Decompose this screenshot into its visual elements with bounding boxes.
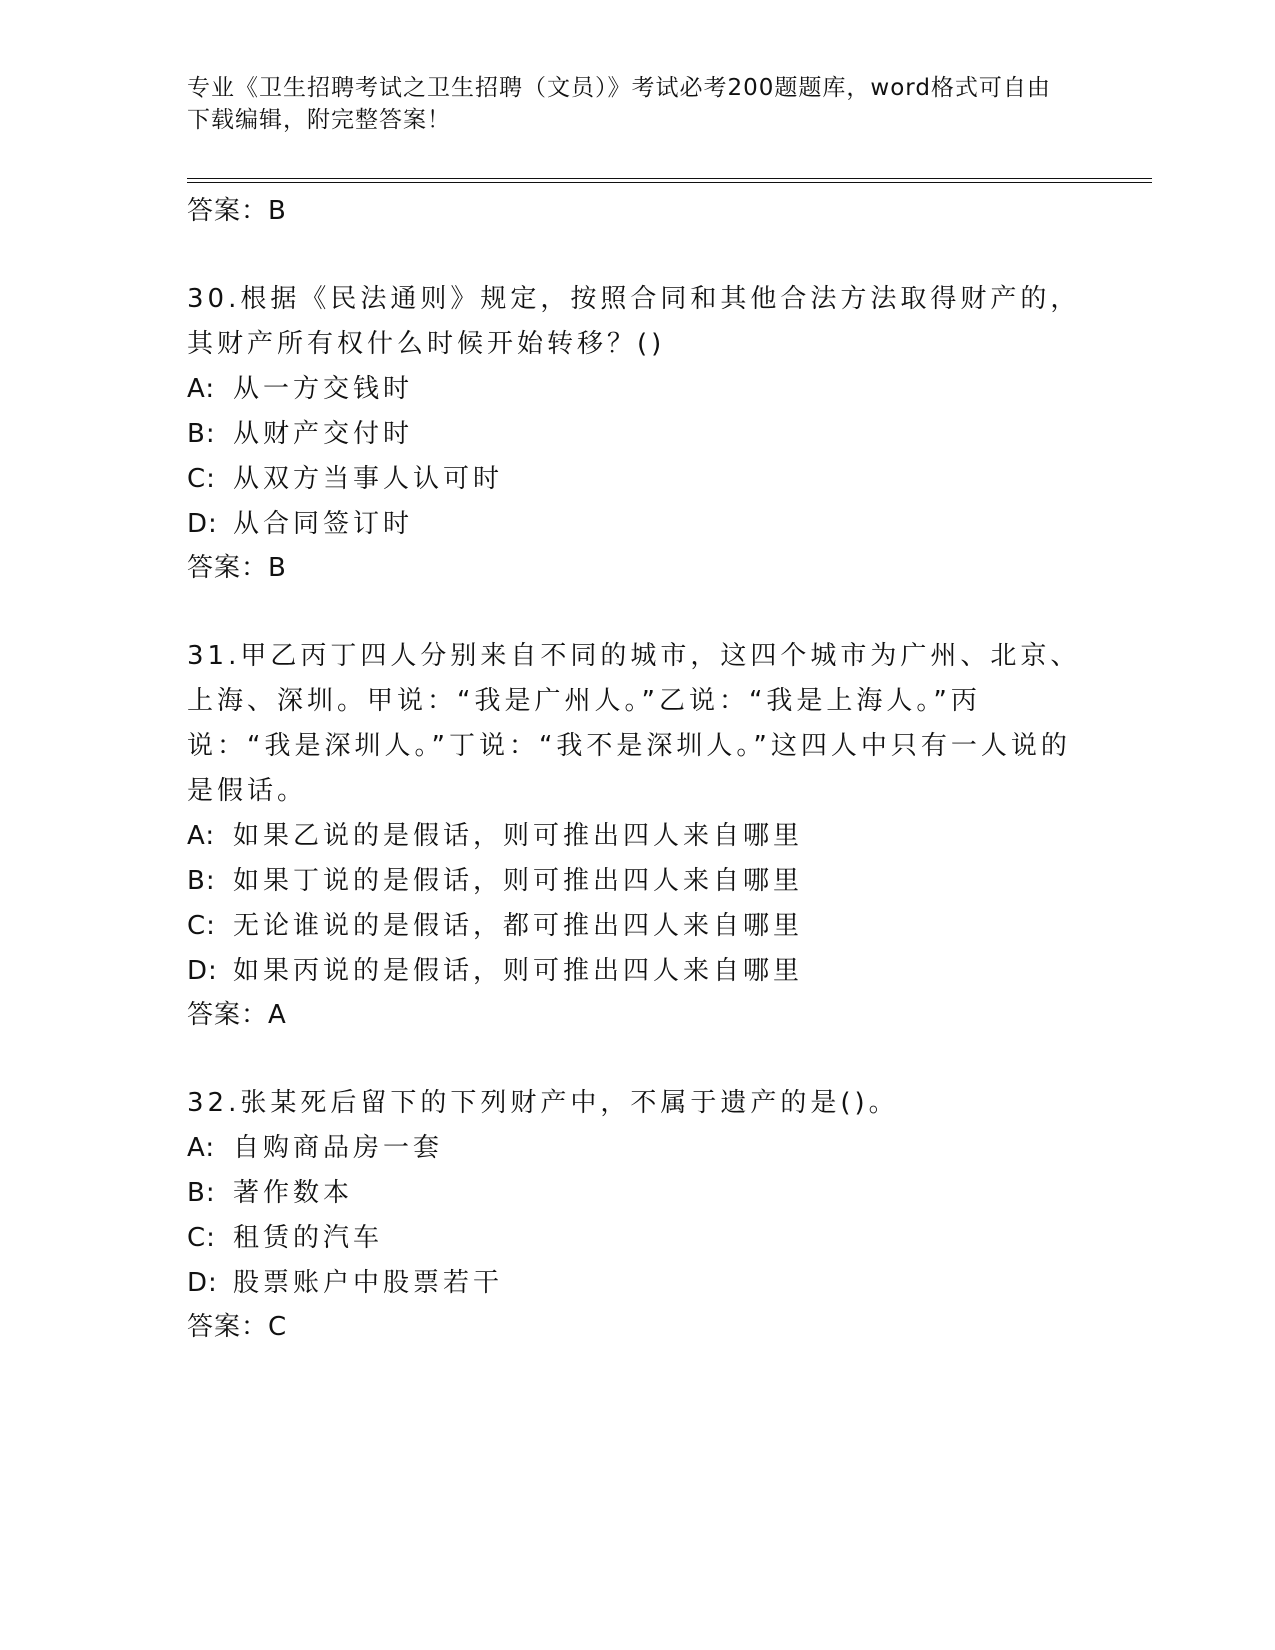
option-text: 股票账户中股票若干 [233,1268,504,1298]
header-divider-top [187,178,1152,179]
question-stem: 32.张某死后留下的下列财产中，不属于遗产的是()。 [187,1088,899,1118]
question-answer: 答案：A [187,1000,287,1030]
document-header: 专业《卫生招聘考试之卫生招聘（文员）》考试必考200题题库，word格式可自由下载编辑，附完整答案！ [187,75,1051,133]
previous-answer: 答案：B [187,196,287,226]
option-text: 从财产交付时 [233,419,414,449]
option-key: D: [187,956,218,986]
option-key: C: [187,911,216,941]
option-key: C: [187,464,216,494]
option-d [187,502,1087,547]
option-b [187,859,1087,904]
option-key: D: [187,509,218,539]
option-text: 如果丙说的是假话，则可推出四人来自哪里 [233,956,804,986]
option-c [187,904,1087,949]
document-body [187,190,1087,1348]
question-stem: 30.根据《民法通则》规定，按照合同和其他合法方法取得财产的，其财产所有权什么时候开始转移？() [187,284,1081,359]
question-31 [187,634,1087,1036]
option-key: B: [187,866,216,896]
option-key: A: [187,1133,216,1163]
option-key: B: [187,419,216,449]
option-text: 如果丁说的是假话，则可推出四人来自哪里 [233,866,804,896]
question-stem: 31.甲乙丙丁四人分别来自不同的城市，这四个城市为广州、北京、上海、深圳。甲说：“我是广州人。”乙说：“我是上海人。”丙说：“我是深圳人。”丁说：“我不是深圳人。”这四人中只有一人说的是假话。 [187,641,1081,806]
option-key: C: [187,1223,216,1253]
option-c [187,1216,1087,1261]
header-divider-bottom [187,182,1152,183]
option-key: D: [187,1268,218,1298]
option-key: A: [187,821,216,851]
option-key: A: [187,374,216,404]
option-b [187,412,1087,457]
option-text: 自购商品房一套 [233,1133,444,1163]
option-text: 从合同签订时 [233,509,414,539]
question-32 [187,1081,1087,1348]
option-a [187,1126,1087,1171]
option-key: B: [187,1178,216,1208]
option-a [187,367,1087,412]
option-text: 如果乙说的是假话，则可推出四人来自哪里 [233,821,804,851]
question-30 [187,277,1087,589]
option-a [187,814,1087,859]
option-text: 无论谁说的是假话，都可推出四人来自哪里 [233,911,804,941]
question-answer: 答案：B [187,553,287,583]
option-text: 从一方交钱时 [233,374,414,404]
option-b [187,1171,1087,1216]
option-d [187,1261,1087,1306]
option-text: 著作数本 [233,1178,354,1208]
option-text: 从双方当事人认可时 [233,464,504,494]
option-c [187,457,1087,502]
option-d [187,949,1087,994]
question-answer: 答案：C [187,1312,288,1342]
option-text: 租赁的汽车 [233,1223,384,1253]
